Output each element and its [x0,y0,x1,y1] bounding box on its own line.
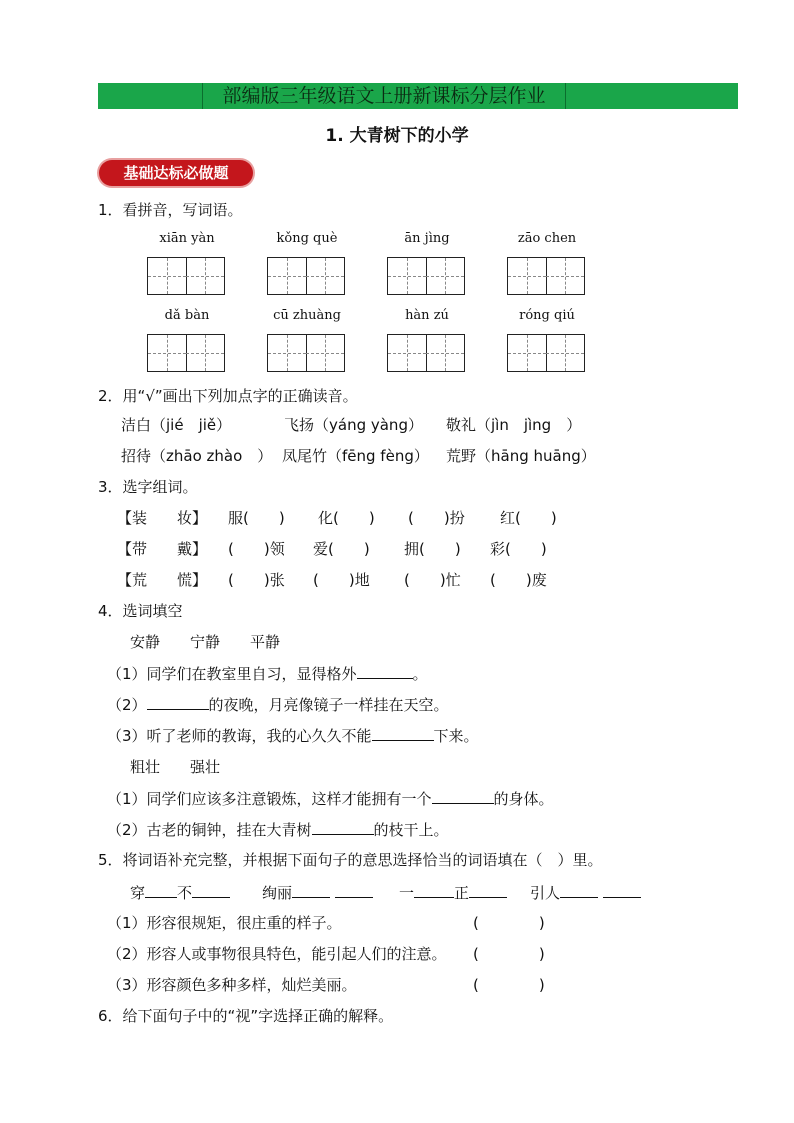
pinyin-label: xiān yàn [159,231,215,246]
q2-prompt: 2．用“√”画出下列加点字的正确读音。 [98,387,358,405]
q3-row-label: 【带 戴】 [117,540,208,558]
q2-item: 招待（zhāo zhào ） [121,447,273,465]
sentence-text: 的枝干上。 [373,821,449,839]
q3-item[interactable]: 红( ) [500,509,557,527]
q4-sentence [107,788,554,809]
pinyin-label: ān jìng [404,231,450,246]
q4-sentence [107,694,449,715]
q3-row-label: 【装 妆】 [117,509,208,527]
q5-idiom [130,882,230,903]
q3-item[interactable]: 爱( ) [313,540,370,558]
sentence-text: （2） [107,696,147,714]
fill-blank[interactable] [145,882,177,898]
q2-item: 凤尾竹（fēng fèng） [282,447,429,465]
q5-item: （3）形容颜色多种多样，灿烂美丽。 [107,976,357,994]
q2-item: 洁白（jié jiě） [121,416,232,434]
sentence-text: 的身体。 [493,790,554,808]
q5-prompt: 5．将词语补充完整，并根据下面句子的意思选择恰当的词语填在（ ）里。 [98,851,603,869]
q4-word-options: 安静 宁静 平静 [130,633,281,651]
q4-sentence [107,725,479,746]
answer-paren[interactable]: ( ) [473,976,545,994]
q3-item[interactable]: ( )领 [228,540,285,558]
pinyin-label: dǎ bàn [164,308,210,323]
q3-item[interactable]: 服( ) [228,509,285,527]
q2-item: 敬礼（jìn jìng ） [446,416,582,434]
q5-idiom [262,882,373,903]
q2-item: 荒野（hāng huāng） [446,447,596,465]
writing-grid-box[interactable] [147,257,225,295]
sentence-text: （3）听了老师的教诲，我的心久久不能 [107,727,372,745]
idiom-char: 绚丽 [262,884,293,902]
fill-blank[interactable] [603,882,641,898]
fill-blank[interactable] [372,725,434,741]
writing-grid-box[interactable] [507,334,585,372]
lesson-title: 1. 大青树下的小学 [325,126,469,146]
q1-prompt: 1．看拼音，写词语。 [98,201,243,219]
q4-prompt: 4．选词填空 [98,602,183,620]
writing-grid-box[interactable] [507,257,585,295]
q5-item: （2）形容人或事物很具特色，能引起人们的注意。 [107,945,447,963]
sentence-text: （2）古老的铜钟，挂在大青树 [107,821,312,839]
fill-blank[interactable] [432,788,494,804]
q3-item[interactable]: 彩( ) [490,540,547,558]
writing-grid-box[interactable] [387,257,465,295]
q3-prompt: 3．选字组词。 [98,478,198,496]
pinyin-label: kǒng què [276,231,338,246]
q2-item: 飞扬（yáng yàng） [284,416,423,434]
fill-blank[interactable] [335,882,373,898]
q3-item[interactable]: ( )张 [228,571,285,589]
q3-item[interactable]: 拥( ) [404,540,461,558]
fill-blank[interactable] [192,882,230,898]
q5-item: （1）形容很规矩，很庄重的样子。 [107,914,342,932]
idiom-char: 正 [454,884,470,902]
q3-item[interactable]: ( )扮 [408,509,465,527]
q4-word-options: 粗壮 强壮 [130,758,221,776]
q3-item[interactable]: ( )地 [313,571,370,589]
sentence-text: （1）同学们在教室里自习，显得格外 [107,665,357,683]
answer-paren[interactable]: ( ) [473,945,545,963]
idiom-char: 穿 [130,884,146,902]
q3-item[interactable]: ( )忙 [404,571,461,589]
fill-blank[interactable] [312,819,374,835]
fill-blank[interactable] [414,882,454,898]
fill-blank[interactable] [292,882,330,898]
q4-sentence [107,819,449,840]
q3-row-label: 【荒 慌】 [117,571,208,589]
q6-prompt: 6．给下面句子中的“视”字选择正确的解释。 [98,1007,394,1025]
section-badge: 基础达标必做题 [99,160,253,186]
q3-item[interactable]: 化( ) [318,509,375,527]
fill-blank[interactable] [147,694,209,710]
pinyin-label: cū zhuàng [273,308,341,323]
sentence-text: 下来。 [433,727,479,745]
q4-sentence [107,663,428,684]
writing-grid-box[interactable] [147,334,225,372]
header-banner-text: 部编版三年级语文上册新课标分层作业 [202,83,566,109]
idiom-char: 引人 [530,884,561,902]
idiom-char: 不 [177,884,193,902]
fill-blank[interactable] [560,882,598,898]
writing-grid-box[interactable] [267,334,345,372]
pinyin-label: hàn zú [405,308,449,323]
answer-paren[interactable]: ( ) [473,914,545,932]
sentence-text: 。 [412,665,428,683]
fill-blank[interactable] [469,882,507,898]
q5-idiom [399,882,507,903]
writing-grid-box[interactable] [267,257,345,295]
fill-blank[interactable] [357,663,413,679]
sentence-text: 的夜晚，月亮像镜子一样挂在天空。 [208,696,449,714]
idiom-char: 一 [399,884,415,902]
q5-idiom [530,882,641,903]
writing-grid-box[interactable] [387,334,465,372]
pinyin-label: zāo chen [517,231,577,246]
q3-item[interactable]: ( )废 [490,571,547,589]
pinyin-label: róng qiú [519,308,575,323]
sentence-text: （1）同学们应该多注意锻炼，这样才能拥有一个 [107,790,432,808]
